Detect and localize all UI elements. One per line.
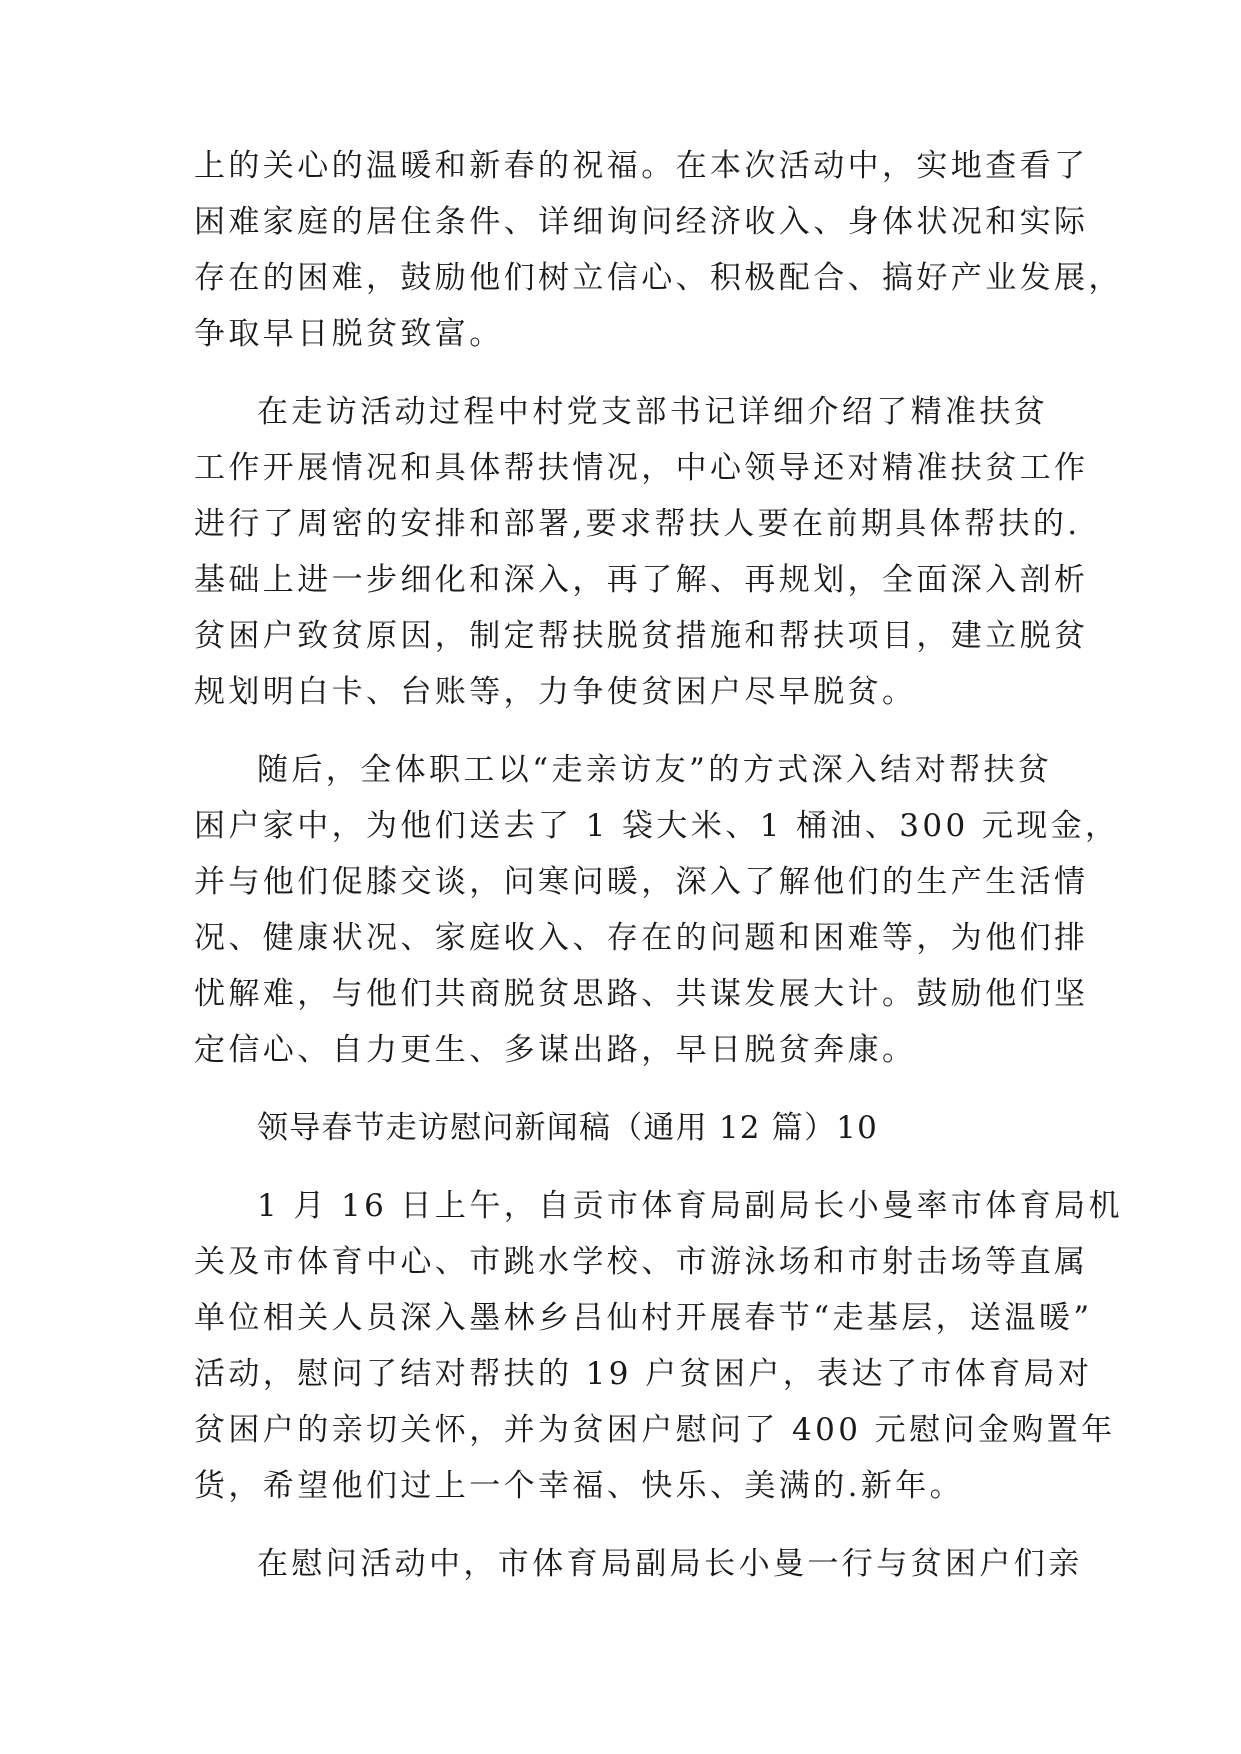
text-line: 存在的困难，鼓励他们树立信心、积极配合、搞好产业发展， [194,260,1123,296]
text-line: 在慰问活动中，市体育局副局长小曼一行与贫困户们亲 [257,1546,1083,1582]
text-line: 困难家庭的居住条件、详细询问经济收入、身体状况和实际 [194,204,1089,240]
text-line: 并与他们促膝交谈，问寒问暖，深入了解他们的生产生活情 [194,864,1089,900]
text-line: 忧解难，与他们共商脱贫思路、共谋发展大计。鼓励他们坚 [194,976,1089,1012]
text-line: 困户家中，为他们送去了 1 袋大米、1 桶油、300 元现金， [194,808,1120,844]
text-line: 况、健康状况、家庭收入、存在的问题和困难等，为他们排 [194,920,1089,956]
text-line: 随后，全体职工以“走亲访友”的方式深入结对帮扶贫 [257,752,1053,788]
text-line: 规划明白卡、台账等，力争使贫困户尽早脱贫。 [194,674,917,710]
section-heading: 领导春节走访慰问新闻稿（通用 12 篇）10 [257,1110,878,1146]
text-line: 贫困户致贫原因，制定帮扶脱贫措施和帮扶项目，建立脱贫 [194,618,1089,654]
text-line: 单位相关人员深入墨林乡吕仙村开展春节“走基层，送温暖” [194,1300,1093,1336]
text-line: 活动，慰问了结对帮扶的 19 户贫困户，表达了市体育局对 [194,1356,1093,1392]
text-line: 货，希望他们过上一个幸福、快乐、美满的.新年。 [194,1468,965,1504]
text-line: 定信心、自力更生、多谋出路，早日脱贫奔康。 [194,1032,917,1068]
text-line: 基础上进一步细化和深入，再了解、再规划，全面深入剖析 [194,562,1089,598]
text-line: 工作开展情况和具体帮扶情况，中心领导还对精准扶贫工作 [194,450,1089,486]
text-line: 贫困户的亲切关怀，并为贫困户慰问了 400 元慰问金购置年 [194,1412,1116,1448]
text-line: 关及市体育中心、市跳水学校、市游泳场和市射击场等直属 [194,1244,1089,1280]
text-line: 上的关心的温暖和新春的祝福。在本次活动中，实地查看了 [194,148,1089,184]
text-line: 争取早日脱贫致富。 [194,316,504,352]
text-line: 1 月 16 日上午，自贡市体育局副局长小曼率市体育局机 [257,1188,1123,1224]
text-line: 进行了周密的安排和部署,要求帮扶人要在前期具体帮扶的. [194,506,1081,542]
text-line: 在走访活动过程中村党支部书记详细介绍了精准扶贫 [257,394,1049,430]
